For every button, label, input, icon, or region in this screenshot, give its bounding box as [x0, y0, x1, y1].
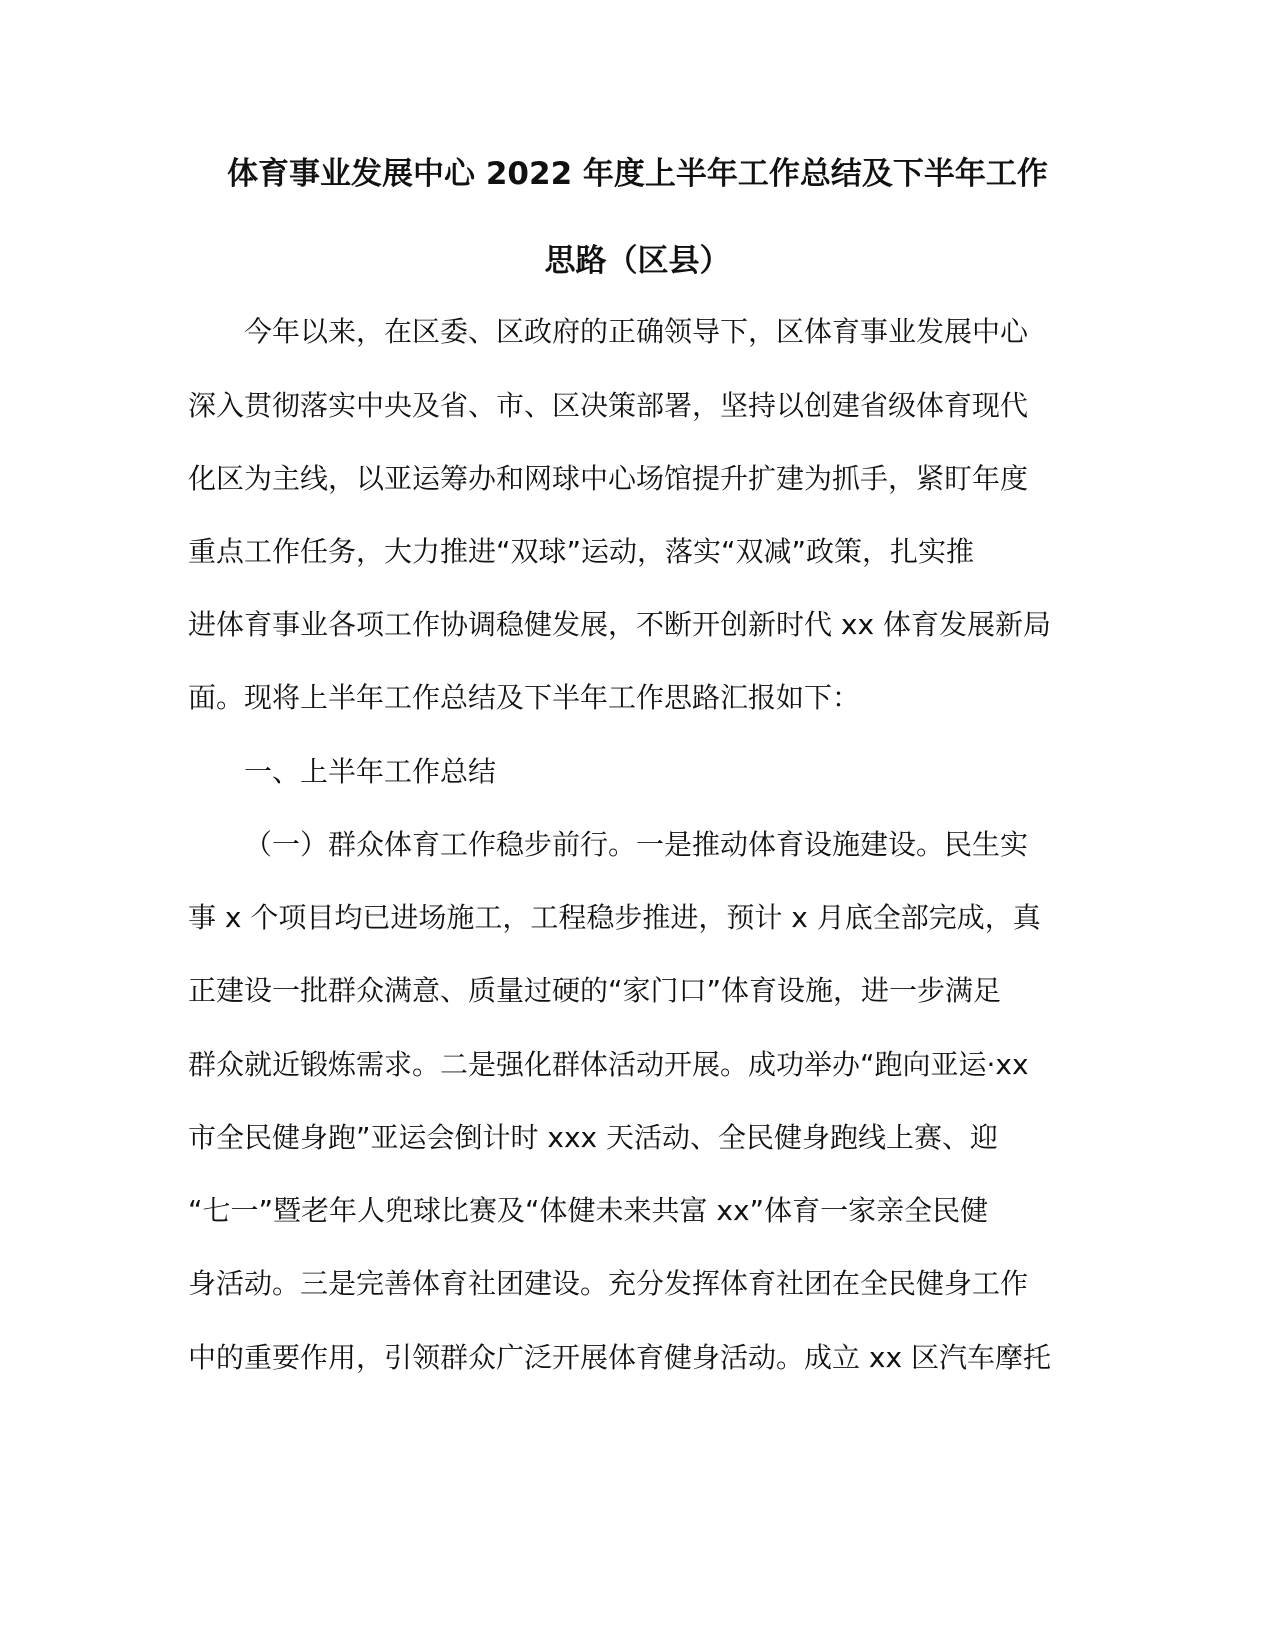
body-line-4: 重点工作任务，大力推进“双球”运动，落实“双减”政策，扎实推	[188, 535, 975, 568]
body-line-14: 中的重要作用，引领群众广泛开展体育健身活动。成立 xx 区汽车摩托	[188, 1341, 1051, 1374]
document-title-line-1: 体育事业发展中心 2022 年度上半年工作总结及下半年工作	[227, 156, 1048, 192]
body-line-3: 化区为主线，以亚运筹办和网球中心场馆提升扩建为抓手，紧盯年度	[188, 462, 1029, 495]
body-line-8: 事 x 个项目均已进场施工，工程稳步推进，预计 x 月底全部完成，真	[188, 901, 1041, 934]
body-line-1: 今年以来，在区委、区政府的正确领导下，区体育事业发展中心	[244, 315, 1029, 348]
body-line-10: 群众就近锻炼需求。二是强化群体活动开展。成功举办“跑向亚运·xx	[188, 1048, 1029, 1081]
section-heading-1: 一、上半年工作总结	[244, 755, 497, 788]
body-line-2: 深入贯彻落实中央及省、市、区决策部署，坚持以创建省级体育现代	[188, 389, 1029, 422]
body-line-11: 市全民健身跑”亚运会倒计时 xxx 天活动、全民健身跑线上赛、迎	[188, 1121, 999, 1154]
body-line-9: 正建设一批群众满意、质量过硬的“家门口”体育设施，进一步满足	[188, 974, 1002, 1007]
document-title-line-2: 思路（区县）	[544, 243, 731, 279]
body-line-6: 面。现将上半年工作总结及下半年工作思路汇报如下：	[188, 681, 861, 714]
body-line-13: 身活动。三是完善体育社团建设。充分发挥体育社团在全民健身工作	[188, 1267, 1029, 1300]
body-line-7: （一）群众体育工作稳步前行。一是推动体育设施建设。民生实	[244, 828, 1029, 861]
body-line-12: “七一”暨老年人兜球比赛及“体健未来共富 xx”体育一家亲全民健	[188, 1194, 989, 1227]
body-line-5: 进体育事业各项工作协调稳健发展，不断开创新时代 xx 体育发展新局	[188, 608, 1051, 641]
